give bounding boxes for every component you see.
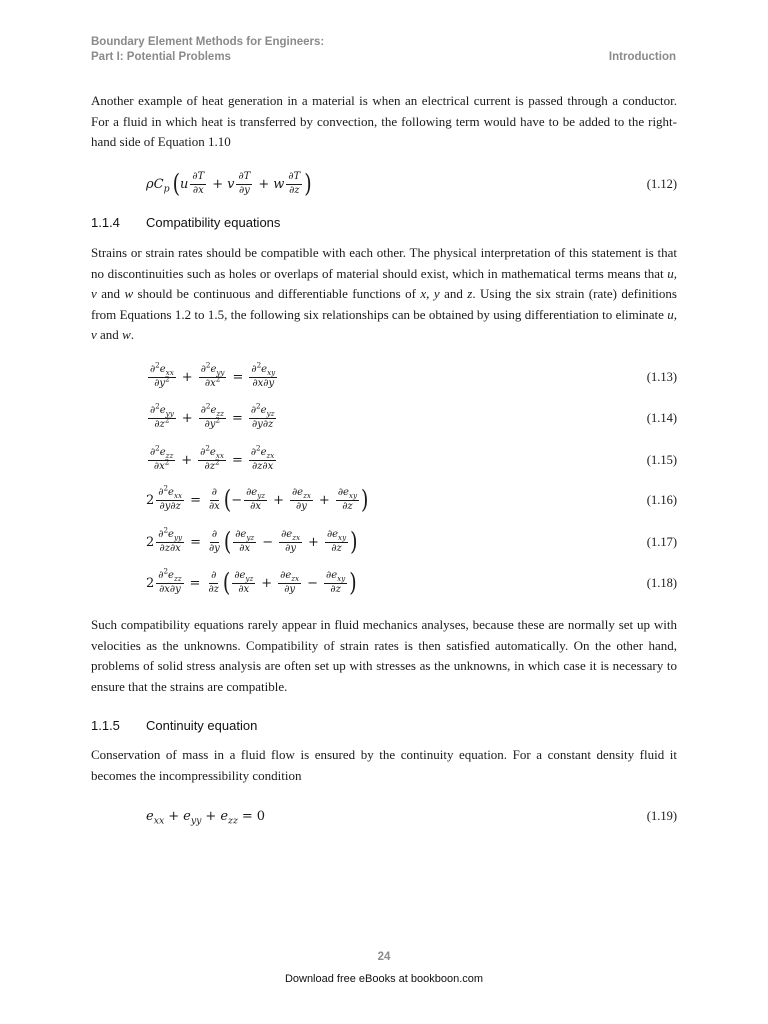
equation-number: (1.19) <box>646 809 677 823</box>
equation-1-15-body: $\partial^2e_{zz}$ $\partial x^2$ + $\partial^2e_{xx}$ $\partial z^2$ = $\partial^2e_{zx}$ ∂z∂x <box>150 443 275 472</box>
chapter-title: Introduction <box>608 51 676 63</box>
equation-1-14-body: $\partial^2e_{yy}$ $\partial z^2$ + $\partial^2e_{zz}$ $\partial y^2$ = $\partial^2e_{yz}$ ∂y∂z <box>150 401 275 430</box>
equation-1-13-body: $\partial^2e_{xx}$ $\partial y^2$ + $\partial^2e_{yy}$ $\partial x^2$ = $\partial^2e_{xy}$ ∂x∂y <box>150 360 276 389</box>
section-title: Continuity equation <box>146 718 258 733</box>
equation-1-19-body: $e_{xx}$ + $e_{yy}$ + $e_{zz}$ = 0 <box>146 808 266 827</box>
equation-1-16 <box>146 480 677 520</box>
equation-1-17 <box>146 522 677 562</box>
paragraph-heat-generation: Another example of heat generation in a material is when an electrical current is passed through a conductor. For a fluid in which heat is transferred by convection, the following term would have to be added to the right-hand side of Equation 1.10 <box>91 93 677 150</box>
equation-1-18-body: 2 $\partial^2e_{zz}$ ∂x∂y = ∂ ∂z ( $\partial e_{yz}$ ∂x + $\partial e_{zx}$ ∂y − $\partial e_{xy}$ ∂z ) <box>146 566 357 598</box>
math-var: u, v <box>91 306 677 343</box>
equation-1-14 <box>146 398 677 438</box>
equation-1-15 <box>146 440 677 480</box>
equation-1-16-body: 2 $\partial^2e_{xx}$ ∂y∂z = ∂ ∂x ( − $\partial e_{yz}$ ∂x + $\partial e_{zx}$ ∂y + $\partial e_{xy}$ ∂z ) <box>146 483 369 515</box>
section-heading-1-1-4 <box>91 215 280 230</box>
text-run: Strains or strain rates should be compatible with each other. The physical interpretation of this statement is that no discontinuities such as holes or overlaps of material should exist, which in mathematical terms means that <box>91 245 677 281</box>
paragraph-continuity: Conservation of mass in a fluid flow is ensured by the continuity equation. For a constant density fluid it becomes the incompressibility condition <box>91 747 677 783</box>
text-run: and <box>439 286 468 302</box>
math-var: u, v <box>91 265 677 302</box>
equation-number: (1.17) <box>646 535 677 549</box>
equation-number: (1.15) <box>646 453 677 467</box>
text-run: should be continuous and differentiable functions of <box>133 286 421 302</box>
equation-number: (1.13) <box>646 370 677 384</box>
part-title: Part I: Potential Problems <box>91 51 231 63</box>
equation-number: (1.16) <box>646 493 677 507</box>
text-run: and <box>96 327 123 343</box>
math-var: w <box>124 286 134 302</box>
running-header-left <box>91 35 324 65</box>
download-link[interactable]: Download free eBooks at bookboon.com <box>284 973 484 985</box>
math-var: w <box>122 327 131 343</box>
text-run: . Using the six strain (rate) definitions from Equations 1.2 to 1.5, the following six relationships can be obtained by using differentiation to eliminate <box>91 286 677 322</box>
equation-1-18 <box>146 563 677 603</box>
equation-number: (1.12) <box>646 177 677 191</box>
text-run: and <box>96 286 125 302</box>
equation-number: (1.18) <box>646 576 677 590</box>
equation-1-12 <box>146 164 677 204</box>
math-var: x, y <box>420 286 440 302</box>
section-number: 1.1.4 <box>91 215 120 230</box>
section-number: 1.1.5 <box>91 718 120 733</box>
text-run: . <box>130 327 134 343</box>
math-var: z <box>467 286 473 302</box>
section-title: Compatibility equations <box>146 215 281 230</box>
section-heading-1-1-5 <box>91 718 257 733</box>
paragraph-compatibility <box>91 243 677 346</box>
equation-number: (1.14) <box>646 411 677 425</box>
paragraph-compatibility-discussion: Such compatibility equations rarely appear in fluid mechanics analyses, because these are normally set up with velocities as the unknowns. Compatibility of strain rates is then satisfied automatically. On the other hand, problems of solid stress analysis are often set up with stresses as the unknowns, in which case it is necessary to ensure that the strains are compatible. <box>91 617 677 694</box>
book-title: Boundary Element Methods for Engineers: <box>91 36 325 48</box>
equation-1-19 <box>146 796 677 836</box>
equation-1-12-body: $\rho C_p$ ( u ∂T ∂x + v ∂T ∂y + w ∂T ∂z ) <box>146 168 312 199</box>
page-number: 24 <box>377 951 391 963</box>
equation-1-17-body: 2 $\partial^2e_{yy}$ ∂z∂x = ∂ ∂y ( $\partial e_{yz}$ ∂x − $\partial e_{zx}$ ∂y + $\partial e_{xy}$ ∂z ) <box>146 525 358 557</box>
equation-1-13 <box>146 357 677 397</box>
